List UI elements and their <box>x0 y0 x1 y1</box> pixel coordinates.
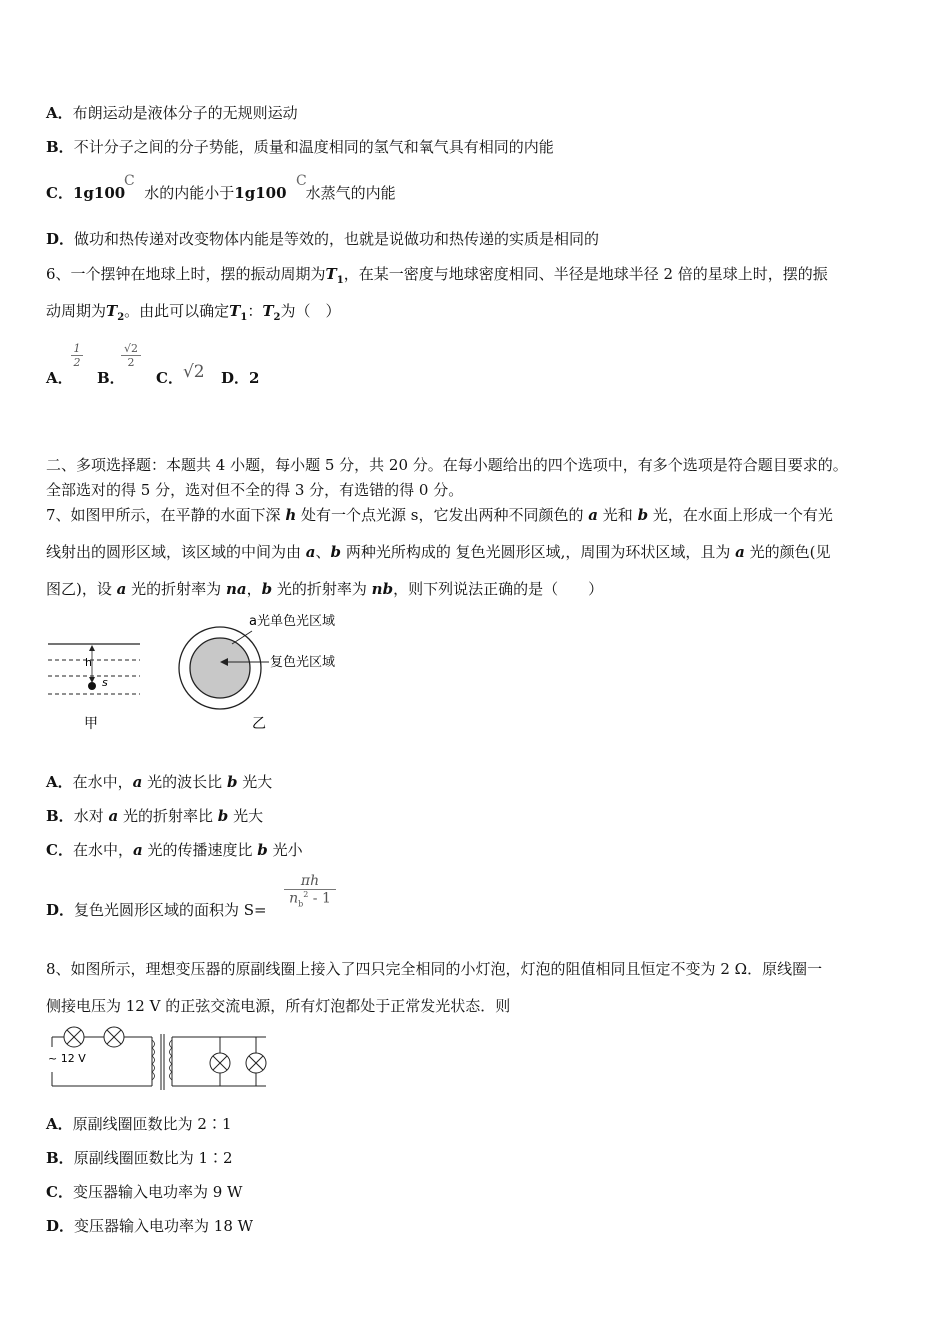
fraction-numerator: 1 <box>73 342 81 355</box>
stem-text: 动周期为 <box>46 302 107 320</box>
option-text: 变压器输入电功率为 18 W <box>74 1217 254 1235</box>
var-b: b <box>226 773 238 791</box>
circle-diagram <box>179 613 335 732</box>
var-a: a <box>116 580 127 598</box>
celsius-unit: C <box>296 173 307 189</box>
stem-text: 光的颜色(见 <box>749 543 831 561</box>
fraction-denominator: 2 <box>121 355 141 369</box>
q8-option-a <box>46 1114 232 1134</box>
option-letter: B． <box>46 807 74 825</box>
q6-option-c <box>156 362 205 388</box>
fraction-numerator: πh <box>300 873 320 889</box>
option-text: 水的内能小于 <box>144 184 235 202</box>
option-letter: D． <box>46 1217 75 1235</box>
var-b: b <box>330 543 342 561</box>
h-label: h <box>85 656 92 669</box>
water-diagram <box>48 644 140 732</box>
option-letter: C． <box>46 184 73 202</box>
q6-stem-line2 <box>46 301 340 328</box>
var-nb: nb <box>371 580 394 598</box>
stem-text: 光，在水面上形成一个有光 <box>652 506 833 524</box>
stem-text: 光和 <box>602 506 633 524</box>
option-text: 光的折射率比 <box>123 807 214 825</box>
mass-value: 1g100 <box>234 184 287 202</box>
option-letter: C． <box>156 369 183 387</box>
option-text: 光大 <box>242 773 273 791</box>
option-text: 光的波长比 <box>147 773 223 791</box>
option-text: 水对 <box>73 807 104 825</box>
option-letter: B． <box>97 369 125 387</box>
option-text: 2 <box>249 369 260 387</box>
inner-disc <box>190 638 250 698</box>
q5-option-a <box>46 103 298 123</box>
q7-option-b <box>46 806 263 826</box>
var-h: h <box>285 506 297 524</box>
option-letter: A． <box>46 104 73 122</box>
q8-option-c <box>46 1182 242 1202</box>
q7-area-fraction <box>284 873 336 908</box>
option-text: 光的传播速度比 <box>147 841 253 859</box>
stem-text: 光的折射率为 <box>131 580 222 598</box>
option-text: 变压器输入电功率为 9 W <box>72 1183 243 1201</box>
q6-stem-line1 <box>46 264 828 291</box>
period-symbol: T <box>325 265 337 283</box>
s-label: s <box>102 676 108 689</box>
option-text: 原副线圈匝数比为 1∶2 <box>73 1149 233 1167</box>
subscript: 1 <box>240 312 248 323</box>
var-n: n <box>289 890 299 907</box>
q6-option-a-letter <box>46 368 73 388</box>
q8-stem-line1: 8、如图所示，理想变压器的原副线圈上接入了四只完全相同的小灯泡，灯泡的阻值相同且恒定不变为 2 Ω．原线圈一 <box>46 960 823 978</box>
option-text: 做功和热传递对改变物体内能是等效的，也就是说做功和热传递的实质是相同的 <box>74 230 600 248</box>
period-symbol: T <box>262 302 274 320</box>
var-a: a <box>735 543 745 561</box>
option-text: 光大 <box>233 807 264 825</box>
stem-text: 线射出的圆形区域，该区域的中间为由 <box>46 543 302 561</box>
stem-text: 、 <box>315 543 331 561</box>
q7-stem-line2 <box>46 542 831 562</box>
var-a: a <box>132 841 143 859</box>
voltage-label: ~ 12 V <box>48 1052 86 1065</box>
q8-option-d <box>46 1216 253 1236</box>
q7-figure <box>44 606 354 736</box>
var-a: a <box>132 773 143 791</box>
superscript: 2 <box>303 890 309 899</box>
stem-text: 为（ ） <box>280 302 341 320</box>
option-text: 不计分子之间的分子势能，质量和温度相同的氢气和氧气具有相同的内能 <box>73 138 554 156</box>
stem-text: 。由此可以确定 <box>124 302 230 320</box>
option-text: 在水中， <box>72 841 133 859</box>
mass-value: 1g100 <box>72 184 126 202</box>
sqrt-value: √2 <box>182 362 205 382</box>
q8-stem-line2: 侧接电压为 12 V 的正弦交流电源，所有灯泡都处于正常发光状态．则 <box>46 997 511 1015</box>
q5-option-d <box>46 229 599 249</box>
stem-text: ， <box>246 580 262 598</box>
option-text: 布朗运动是液体分子的无规则运动 <box>72 104 298 122</box>
q7-stem-line3 <box>46 579 603 599</box>
stem-text: 7、如图甲所示，在平静的水面下深 <box>46 506 281 524</box>
subscript: 2 <box>273 312 281 323</box>
stem-text: 光的折射率为 <box>276 580 367 598</box>
var-b: b <box>257 841 268 859</box>
stem-text: 处有一个点光源 s，它发出两种不同颜色的 <box>301 506 584 524</box>
celsius-unit: C <box>124 173 135 189</box>
q7-option-a <box>46 772 272 792</box>
option-text: 原副线圈匝数比为 2∶1 <box>72 1115 232 1133</box>
option-letter: C． <box>46 841 73 859</box>
period-symbol: T <box>229 302 241 320</box>
figure-caption-left: 甲 <box>84 716 98 732</box>
ring-label: a光单色光区域 <box>249 614 335 629</box>
figure-caption-right: 乙 <box>252 716 266 732</box>
var-b: b <box>637 506 649 524</box>
var-na: na <box>225 580 247 598</box>
option-letter: D． <box>46 230 75 248</box>
option-letter: A． <box>46 1115 73 1133</box>
q5-option-c <box>46 183 396 203</box>
stem-text: 两种光所构成的 复色光圆形区域,，周围为环状区域，且为 <box>345 543 731 561</box>
option-letter: A． <box>46 369 73 387</box>
option-text: 在水中， <box>72 773 133 791</box>
q6-option-a-fraction <box>71 342 83 369</box>
arrow-head <box>89 645 95 651</box>
var-a: a <box>108 807 119 825</box>
stem-text: 6、一个摆钟在地球上时，摆的振动周期为 <box>46 265 326 283</box>
option-letter: D． <box>46 901 75 919</box>
fraction-denominator <box>284 889 336 908</box>
light-source-dot <box>88 682 96 690</box>
option-text: 复色光圆形区域的面积为 S= <box>74 901 267 919</box>
var-a: a <box>305 543 316 561</box>
var-b: b <box>217 807 229 825</box>
q6-option-b-letter <box>97 368 125 388</box>
section2-header-line2: 全部选对的得 5 分，选对但不全的得 3 分，有选错的得 0 分。 <box>46 481 464 499</box>
var-a: a <box>588 506 598 524</box>
subscript: 1 <box>336 275 344 286</box>
coil-loops <box>152 1040 172 1080</box>
option-letter: B． <box>46 1149 74 1167</box>
q5-option-b <box>46 137 554 157</box>
q7-option-d <box>46 900 267 920</box>
option-letter: D． <box>221 369 250 387</box>
option-letter: A． <box>46 773 73 791</box>
q8-circuit-figure <box>44 1022 274 1092</box>
stem-text: ，在某一密度与地球密度相同、半径是地球半径 2 倍的星球上时，摆的振 <box>343 265 828 283</box>
var-b: b <box>261 580 273 598</box>
option-letter: B． <box>46 138 74 156</box>
fraction-numerator: √2 <box>123 342 138 355</box>
q6-option-d <box>221 368 259 388</box>
subscript: 2 <box>117 312 125 323</box>
fraction-denominator: 2 <box>71 355 83 369</box>
q8-option-b <box>46 1148 233 1168</box>
subscript: b <box>298 899 304 909</box>
q7-stem-line1 <box>46 505 833 525</box>
stem-text: ： <box>247 302 263 320</box>
period-symbol: T <box>106 302 118 320</box>
q6-option-b-fraction <box>121 342 141 369</box>
stem-text: ，则下列说法正确的是（ ） <box>393 580 604 598</box>
section2-header-line1: 二、多项选择题：本题共 4 小题，每小题 5 分，共 20 分。在每小题给出的四个选项中，有多个选项是符合题目要求的。 <box>46 456 848 474</box>
option-text: 水蒸气的内能 <box>305 184 396 202</box>
option-letter: C． <box>46 1183 73 1201</box>
core-label: 复色光区域 <box>270 655 336 670</box>
option-text: 光小 <box>272 841 303 859</box>
q7-option-c <box>46 840 303 860</box>
minus-one: - 1 <box>308 890 331 907</box>
stem-text: 图乙)，设 <box>46 580 112 598</box>
